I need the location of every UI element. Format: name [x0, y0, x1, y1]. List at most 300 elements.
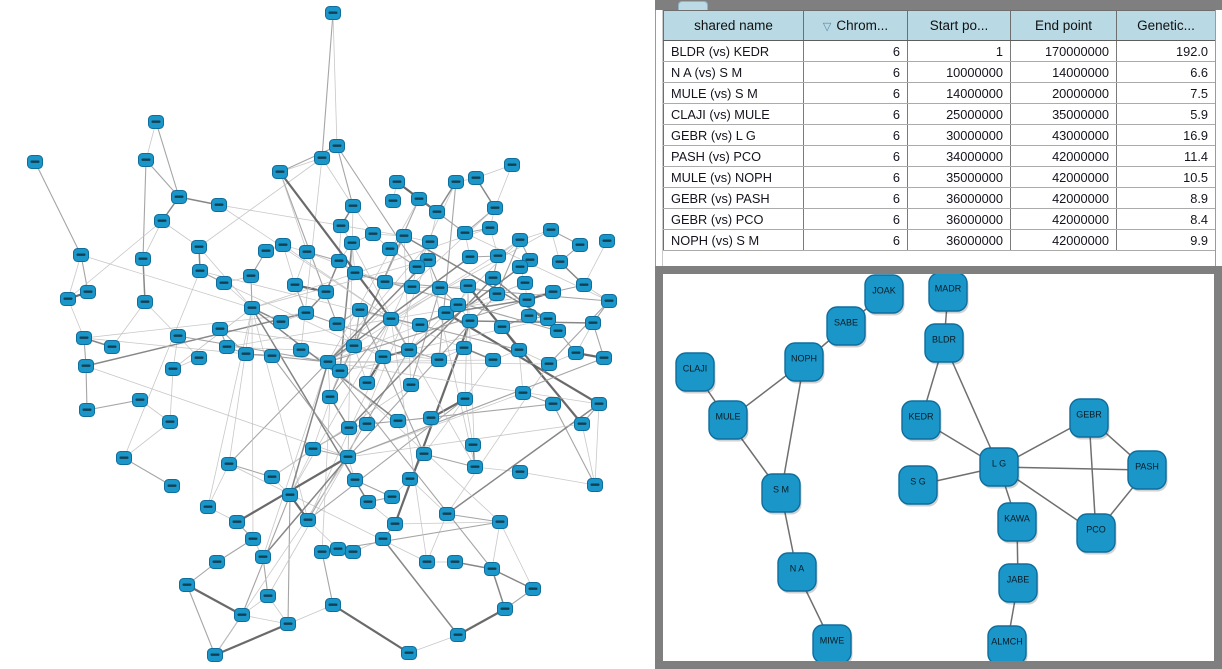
network-node[interactable] — [301, 514, 316, 527]
network-node-label — [381, 281, 390, 283]
cell-value: 20000000 — [1011, 83, 1117, 104]
network-edge — [84, 313, 306, 338]
network-node[interactable] — [505, 159, 520, 172]
network-node[interactable] — [513, 261, 528, 274]
network-node[interactable] — [333, 365, 348, 378]
network-node[interactable] — [463, 315, 478, 328]
network-edge — [322, 158, 353, 206]
subnetwork-node-joak[interactable] — [865, 275, 905, 316]
network-node[interactable] — [430, 206, 445, 219]
network-node[interactable] — [413, 319, 428, 332]
network-node[interactable] — [546, 398, 561, 411]
network-node[interactable] — [330, 140, 345, 153]
network-node[interactable] — [81, 286, 96, 299]
network-node[interactable] — [166, 363, 181, 376]
network-node[interactable] — [404, 379, 419, 392]
subnetwork-node-miwe[interactable] — [813, 625, 853, 661]
column-header-end-point[interactable] — [1011, 11, 1117, 41]
network-edge — [395, 522, 500, 524]
network-node[interactable] — [300, 246, 315, 259]
network-node[interactable] — [347, 340, 362, 353]
network-node[interactable] — [346, 546, 361, 559]
network-node-label — [324, 361, 333, 363]
network-node-label — [238, 614, 247, 616]
network-node[interactable] — [602, 295, 617, 308]
table-row[interactable] — [664, 230, 1216, 251]
table-row[interactable] — [664, 41, 1216, 62]
network-node[interactable] — [498, 603, 513, 616]
table-row[interactable] — [664, 62, 1216, 83]
network-edge — [187, 585, 215, 655]
network-node[interactable] — [391, 415, 406, 428]
cell-value: 6 — [804, 167, 908, 188]
cell-value: 6 — [804, 41, 908, 62]
network-node-label — [580, 284, 589, 286]
network-node[interactable] — [386, 195, 401, 208]
network-edge — [35, 162, 81, 255]
network-node-label — [460, 347, 469, 349]
network-node[interactable] — [274, 316, 289, 329]
table-row[interactable] — [664, 125, 1216, 146]
network-node[interactable] — [376, 533, 391, 546]
column-header-shared-name[interactable] — [664, 11, 804, 41]
network-edge — [424, 360, 493, 454]
network-node[interactable] — [315, 152, 330, 165]
network-node[interactable] — [542, 358, 557, 371]
network-node[interactable] — [440, 508, 455, 521]
network-node[interactable] — [553, 256, 568, 269]
subnetwork-node-bldr[interactable] — [925, 324, 965, 365]
network-node[interactable] — [512, 344, 527, 357]
subnetwork-canvas[interactable] — [663, 274, 1214, 661]
subnetwork-node-label: MIWE — [819, 635, 845, 646]
network-node-label — [120, 457, 129, 459]
network-node[interactable] — [230, 516, 245, 529]
network-node-label — [603, 240, 612, 242]
network-edge — [322, 13, 333, 158]
network-node-label — [494, 255, 503, 257]
network-node[interactable] — [139, 154, 154, 167]
network-node[interactable] — [520, 294, 535, 307]
network-node-label — [501, 608, 510, 610]
subnetwork-node-label: MULE — [715, 411, 741, 422]
table-window-top-bar — [655, 0, 1222, 10]
network-node[interactable] — [273, 166, 288, 179]
cell-value: 35000000 — [908, 167, 1011, 188]
network-node[interactable] — [210, 556, 225, 569]
network-node[interactable] — [376, 351, 391, 364]
network-node[interactable] — [516, 387, 531, 400]
subnetwork-node-almch[interactable] — [988, 626, 1028, 661]
network-node-label — [166, 421, 175, 423]
network-node[interactable] — [345, 237, 360, 250]
network-node[interactable] — [383, 243, 398, 256]
network-node-label — [427, 417, 436, 419]
network-node[interactable] — [334, 220, 349, 233]
network-node[interactable] — [488, 202, 503, 215]
network-node[interactable] — [458, 393, 473, 406]
network-node[interactable] — [402, 647, 417, 660]
network-node[interactable] — [261, 590, 276, 603]
network-node[interactable] — [256, 551, 271, 564]
network-node[interactable] — [551, 325, 566, 338]
network-node[interactable] — [246, 533, 261, 546]
network-node[interactable] — [513, 234, 528, 247]
cell-value: 6 — [804, 230, 908, 251]
network-node-label — [175, 196, 184, 198]
network-node-label — [508, 164, 517, 166]
chromosome-filter-icon[interactable]: ▽ — [822, 21, 832, 33]
network-edge — [337, 146, 353, 206]
network-node[interactable] — [432, 354, 447, 367]
network-node-label — [333, 323, 342, 325]
cell-shared-name: CLAJI (vs) MULE — [664, 104, 804, 125]
network-node[interactable] — [192, 352, 207, 365]
network-node[interactable] — [597, 352, 612, 365]
network-node-label — [174, 335, 183, 337]
network-node[interactable] — [592, 398, 607, 411]
network-node[interactable] — [77, 332, 92, 345]
network-node[interactable] — [486, 354, 501, 367]
network-node-label — [526, 259, 535, 261]
cell-shared-name: GEBR (vs) PASH — [664, 188, 804, 209]
network-edge — [447, 364, 549, 514]
subnetwork-edge — [999, 467, 1147, 470]
cell-value: 25000000 — [908, 104, 1011, 125]
network-node[interactable] — [323, 391, 338, 404]
network-node[interactable] — [61, 293, 76, 306]
cell-value: 6 — [804, 104, 908, 125]
cell-value: 8.4 — [1117, 209, 1216, 230]
network-node[interactable] — [600, 235, 615, 248]
network-node[interactable] — [259, 245, 274, 258]
network-node[interactable] — [366, 228, 381, 241]
network-node[interactable] — [544, 224, 559, 237]
network-node-label — [595, 403, 604, 405]
network-node-label — [464, 285, 473, 287]
network-node-label — [516, 239, 525, 241]
network-node[interactable] — [201, 501, 216, 514]
subnetwork-node-label: GEBR — [1076, 409, 1102, 420]
subnetwork-node-claji[interactable] — [676, 353, 716, 394]
cell-value: 14000000 — [1011, 62, 1117, 83]
network-edge — [398, 404, 553, 421]
network-node[interactable] — [346, 200, 361, 213]
edge-attribute-table-wrap — [663, 10, 1215, 266]
network-node[interactable] — [466, 439, 481, 452]
network-node[interactable] — [353, 304, 368, 317]
network-node-label — [405, 349, 414, 351]
cell-value: 9.9 — [1117, 230, 1216, 251]
network-node-label — [424, 259, 433, 261]
network-node[interactable] — [449, 176, 464, 189]
network-node[interactable] — [341, 451, 356, 464]
network-node[interactable] — [149, 116, 164, 129]
network-edge — [313, 371, 340, 449]
network-node[interactable] — [385, 491, 400, 504]
network-node[interactable] — [319, 286, 334, 299]
subnetwork-node-label: KEDR — [908, 411, 934, 422]
network-node-label — [556, 261, 565, 263]
network-node[interactable] — [461, 280, 476, 293]
table-row[interactable] — [664, 104, 1216, 125]
network-node[interactable] — [412, 193, 427, 206]
network-node[interactable] — [390, 176, 405, 189]
network-node-label — [31, 161, 40, 163]
network-node-label — [195, 357, 204, 359]
network-node-label — [423, 561, 432, 563]
network-node[interactable] — [281, 618, 296, 631]
network-node-label — [435, 359, 444, 361]
network-node[interactable] — [588, 479, 603, 492]
table-row[interactable] — [664, 209, 1216, 230]
network-node-label — [82, 365, 91, 367]
network-node[interactable] — [403, 473, 418, 486]
network-node-label — [344, 456, 353, 458]
network-node[interactable] — [569, 347, 584, 360]
network-node-label — [549, 403, 558, 405]
network-node-label — [516, 266, 525, 268]
network-edge — [322, 552, 333, 605]
network-node-label — [335, 260, 344, 262]
cell-value: 34000000 — [908, 146, 1011, 167]
network-node[interactable] — [361, 496, 376, 509]
network-node[interactable] — [577, 279, 592, 292]
network-node[interactable] — [342, 422, 357, 435]
network-node[interactable] — [136, 253, 151, 266]
network-node[interactable] — [315, 546, 330, 559]
network-node[interactable] — [526, 583, 541, 596]
network-node[interactable] — [423, 236, 438, 249]
network-node[interactable] — [575, 418, 590, 431]
network-node[interactable] — [28, 156, 43, 169]
column-header-start-po-[interactable] — [908, 11, 1011, 41]
network-node[interactable] — [326, 599, 341, 612]
network-node[interactable] — [420, 556, 435, 569]
subnetwork-node-kedr[interactable] — [902, 401, 942, 442]
network-node[interactable] — [546, 286, 561, 299]
network-node[interactable] — [80, 404, 95, 417]
network-node[interactable] — [239, 348, 254, 361]
network-node[interactable] — [276, 239, 291, 252]
network-node[interactable] — [433, 282, 448, 295]
subnetwork-node-sabe[interactable] — [827, 307, 867, 348]
network-node-label — [216, 328, 225, 330]
subnetwork-node-mule[interactable] — [709, 401, 749, 442]
network-node[interactable] — [417, 448, 432, 461]
network-node[interactable] — [306, 443, 321, 456]
network-node-label — [433, 211, 442, 213]
network-node-label — [249, 538, 258, 540]
network-node-label — [387, 318, 396, 320]
cell-value: 14000000 — [908, 83, 1011, 104]
network-node-label — [225, 463, 234, 465]
network-node[interactable] — [348, 267, 363, 280]
network-node[interactable] — [265, 350, 280, 363]
network-node[interactable] — [165, 480, 180, 493]
subnetwork-node-noph[interactable] — [785, 343, 825, 384]
right-column — [655, 0, 1222, 669]
network-node[interactable] — [193, 265, 208, 278]
network-node[interactable] — [265, 471, 280, 484]
network-node[interactable] — [245, 302, 260, 315]
network-node-label — [277, 321, 286, 323]
table-row[interactable] — [664, 83, 1216, 104]
network-node-label — [213, 561, 222, 563]
network-node[interactable] — [493, 516, 508, 529]
network-node[interactable] — [586, 317, 601, 330]
network-node[interactable] — [299, 307, 314, 320]
cell-value: 6 — [804, 83, 908, 104]
subnetwork-node-pco[interactable] — [1077, 514, 1117, 555]
subnetwork-node-gebr[interactable] — [1070, 399, 1110, 440]
subnetwork-node-n-a[interactable] — [778, 553, 818, 594]
cell-value: 35000000 — [1011, 104, 1117, 125]
network-node-label — [141, 301, 150, 303]
network-node[interactable] — [360, 377, 375, 390]
network-node[interactable] — [451, 629, 466, 642]
subnetwork-node-kawa[interactable] — [998, 503, 1038, 544]
network-node[interactable] — [468, 461, 483, 474]
network-node-label — [572, 352, 581, 354]
network-node[interactable] — [424, 412, 439, 425]
network-node-label — [516, 471, 525, 473]
cell-value: 42000000 — [1011, 188, 1117, 209]
network-node[interactable] — [117, 452, 132, 465]
network-node-label — [322, 291, 331, 293]
network-node[interactable] — [513, 466, 528, 479]
network-edge — [227, 347, 301, 350]
network-node[interactable] — [180, 579, 195, 592]
network-node[interactable] — [331, 543, 346, 556]
table-row[interactable] — [664, 167, 1216, 188]
network-node-label — [466, 320, 475, 322]
table-window-tab[interactable] — [678, 1, 708, 10]
cell-value: 36000000 — [908, 188, 1011, 209]
network-node[interactable] — [360, 418, 375, 431]
network-node[interactable] — [192, 241, 207, 254]
network-node[interactable] — [133, 394, 148, 407]
network-node-label — [452, 181, 461, 183]
network-node[interactable] — [155, 215, 170, 228]
subnetwork-node-l-g[interactable] — [980, 448, 1020, 489]
network-node[interactable] — [483, 222, 498, 235]
network-node[interactable] — [490, 288, 505, 301]
network-node[interactable] — [326, 7, 341, 20]
subnetwork-node-s-m[interactable] — [762, 474, 802, 515]
network-node[interactable] — [486, 272, 501, 285]
network-node[interactable] — [222, 458, 237, 471]
network-edge — [520, 472, 595, 485]
network-node-label — [554, 330, 563, 332]
network-node[interactable] — [294, 344, 309, 357]
subnetwork-node-s-g[interactable] — [899, 466, 939, 507]
network-node-label — [196, 270, 205, 272]
cell-value: 42000000 — [1011, 146, 1117, 167]
table-scrollbar-track[interactable] — [1215, 10, 1222, 266]
network-node[interactable] — [451, 299, 466, 312]
cell-value: 42000000 — [1011, 230, 1117, 251]
network-node[interactable] — [522, 310, 537, 323]
network-node[interactable] — [138, 296, 153, 309]
network-node[interactable] — [217, 277, 232, 290]
table-row[interactable] — [664, 188, 1216, 209]
network-node-label — [152, 121, 161, 123]
network-node-label — [491, 207, 500, 209]
network-node[interactable] — [469, 172, 484, 185]
network-node[interactable] — [448, 556, 463, 569]
network-node-label — [264, 595, 273, 597]
network-node[interactable] — [171, 330, 186, 343]
network-node[interactable] — [384, 313, 399, 326]
network-node[interactable] — [208, 649, 223, 662]
subnetwork-node-madr[interactable] — [929, 274, 969, 314]
network-node[interactable] — [518, 277, 533, 290]
table-row[interactable] — [664, 146, 1216, 167]
network-node[interactable] — [105, 341, 120, 354]
network-node[interactable] — [388, 518, 403, 531]
network-node-label — [64, 298, 73, 300]
network-node-label — [262, 250, 271, 252]
network-node[interactable] — [212, 199, 227, 212]
network-node[interactable] — [283, 489, 298, 502]
network-node-label — [286, 494, 295, 496]
network-node[interactable] — [220, 341, 235, 354]
network-node[interactable] — [541, 313, 556, 326]
subnetwork-canvas-bg — [663, 274, 1214, 661]
network-node[interactable] — [74, 249, 89, 262]
network-node[interactable] — [491, 250, 506, 263]
column-header-genetic-[interactable] — [1117, 11, 1216, 41]
network-node-label — [498, 326, 507, 328]
network-node-label — [350, 345, 359, 347]
network-node-label — [525, 315, 534, 317]
subnetwork-node-jabe[interactable] — [999, 564, 1039, 605]
network-node[interactable] — [495, 321, 510, 334]
network-node-label — [337, 225, 346, 227]
network-node[interactable] — [288, 279, 303, 292]
network-node[interactable] — [235, 609, 250, 622]
network-node[interactable] — [402, 344, 417, 357]
network-node[interactable] — [330, 318, 345, 331]
network-node[interactable] — [348, 474, 363, 487]
network-node[interactable] — [244, 270, 259, 283]
network-node[interactable] — [410, 261, 425, 274]
network-node-label — [426, 241, 435, 243]
network-node[interactable] — [458, 227, 473, 240]
network-node[interactable] — [397, 230, 412, 243]
network-node[interactable] — [485, 563, 500, 576]
network-node[interactable] — [172, 191, 187, 204]
column-header-chrom-[interactable] — [804, 11, 908, 41]
network-node[interactable] — [163, 416, 178, 429]
network-node[interactable] — [405, 281, 420, 294]
network-node-label — [442, 312, 451, 314]
network-node[interactable] — [378, 276, 393, 289]
network-node-label — [336, 370, 345, 372]
network-node-label — [84, 291, 93, 293]
cell-value: 43000000 — [1011, 125, 1117, 146]
network-node[interactable] — [213, 323, 228, 336]
network-node[interactable] — [79, 360, 94, 373]
subnetwork-node-label: PCO — [1086, 524, 1106, 535]
subnetwork-node-pash[interactable] — [1128, 451, 1168, 492]
cell-value: 6 — [804, 188, 908, 209]
network-node[interactable] — [457, 342, 472, 355]
network-node[interactable] — [463, 251, 478, 264]
network-node[interactable] — [573, 239, 588, 252]
network-node[interactable] — [332, 255, 347, 268]
